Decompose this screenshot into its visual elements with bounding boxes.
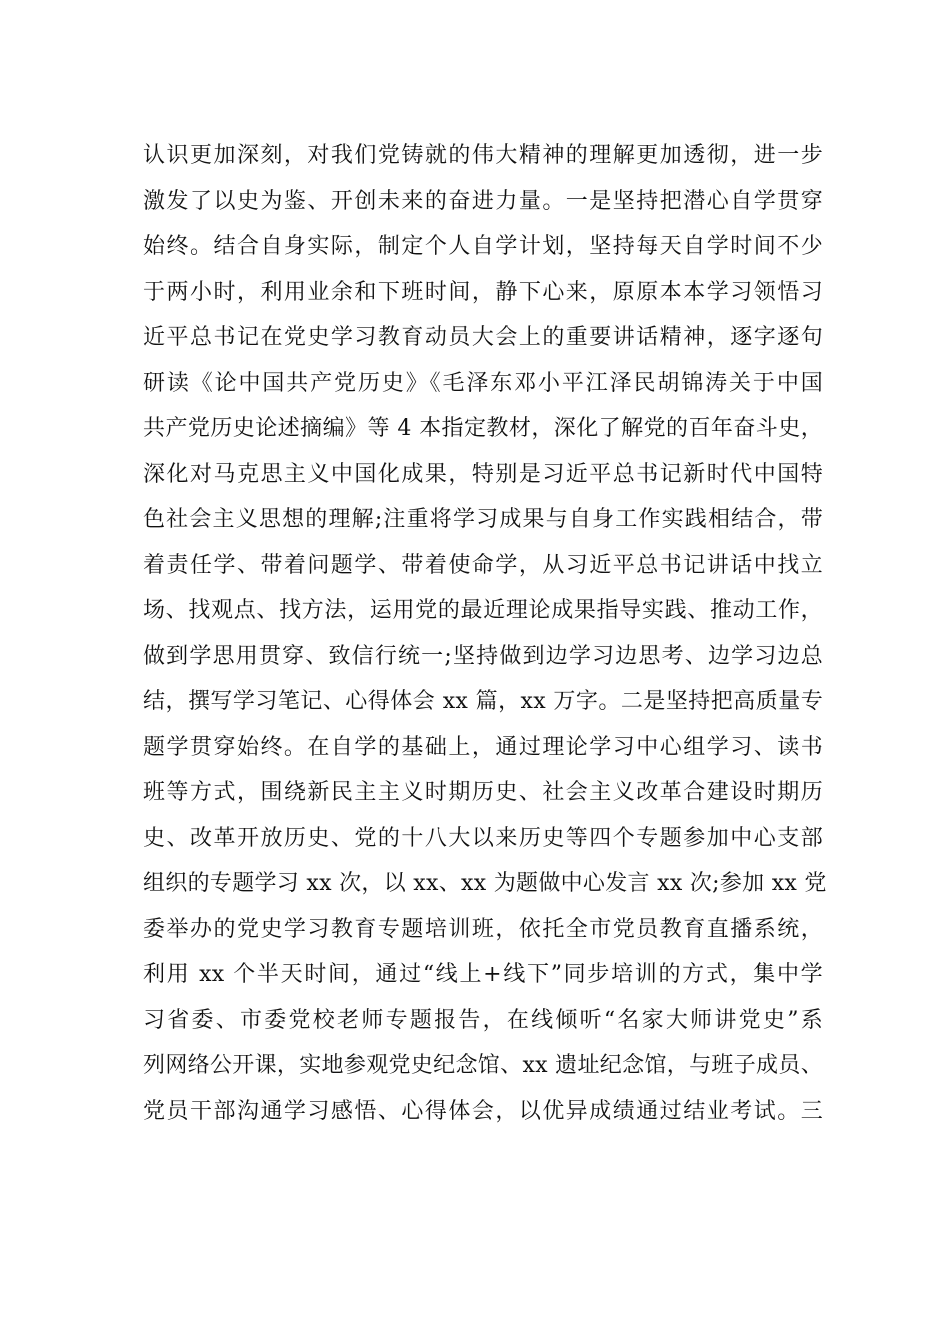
- text-line: 党员干部沟通学习感悟、心得体会，以优异成绩通过结业考试。三: [143, 1098, 823, 1124]
- text-line: 色社会主义思想的理解;注重将学习成果与自身工作实践相结合，带: [143, 507, 823, 532]
- text-line: 史、改革开放历史、党的十八大以来历史等四个专题参加中心支部: [143, 825, 823, 851]
- text-line: 结，撰写学习笔记、心得体会 xx 篇，xx 万字。二是坚持把高质量专: [143, 689, 823, 714]
- text-line: 做到学思用贯穿、致信行统一;坚持做到边学习边思考、边学习边总: [143, 643, 823, 669]
- text-line: 激发了以史为鉴、开创未来的奋进力量。一是坚持把潜心自学贯穿: [143, 188, 823, 214]
- text-line: 于两小时，利用业余和下班时间，静下心来，原原本本学习领悟习: [143, 279, 823, 305]
- text-line: 着责任学、带着问题学、带着使命学，从习近平总书记讲话中找立: [143, 552, 823, 578]
- text-line: 委举办的党史学习教育专题培训班，依托全市党员教育直播系统，: [143, 916, 823, 942]
- text-line: 列网络公开课，实地参观党史纪念馆、xx 遗址纪念馆，与班子成员、: [143, 1053, 823, 1078]
- text-line: 深化对马克思主义中国化成果，特别是习近平总书记新时代中国特: [143, 461, 823, 487]
- body-text: [143, 133, 827, 1134]
- text-line: 始终。结合自身实际，制定个人自学计划，坚持每天自学时间不少: [143, 234, 823, 259]
- text-line: 题学贯穿始终。在自学的基础上，通过理论学习中心组学习、读书: [143, 734, 823, 760]
- text-line: 利用 xx 个半天时间，通过“线上+线下”同步培训的方式，集中学: [143, 962, 823, 987]
- text-line: 班等方式，围绕新民主主义时期历史、社会主义改革合建设时期历: [143, 780, 823, 805]
- text-line: 认识更加深刻，对我们党铸就的伟大精神的理解更加透彻，进一步: [143, 143, 823, 168]
- text-line: 研读《论中国共产党历史》《毛泽东邓小平江泽民胡锦涛关于中国: [143, 370, 823, 396]
- text-line: 习省委、市委党校老师专题报告，在线倾听“名家大师讲党史”系: [143, 1007, 823, 1033]
- text-line: 共产党历史论述摘编》等 4 本指定教材，深化了解党的百年奋斗史，: [143, 416, 823, 441]
- text-line: 近平总书记在党史学习教育动员大会上的重要讲话精神，逐字逐句: [143, 325, 823, 350]
- text-line: 组织的专题学习 xx 次，以 xx、xx 为题做中心发言 xx 次;参加 xx 党: [143, 871, 827, 896]
- text-line: 场、找观点、找方法，运用党的最近理论成果指导实践、推动工作，: [143, 598, 823, 623]
